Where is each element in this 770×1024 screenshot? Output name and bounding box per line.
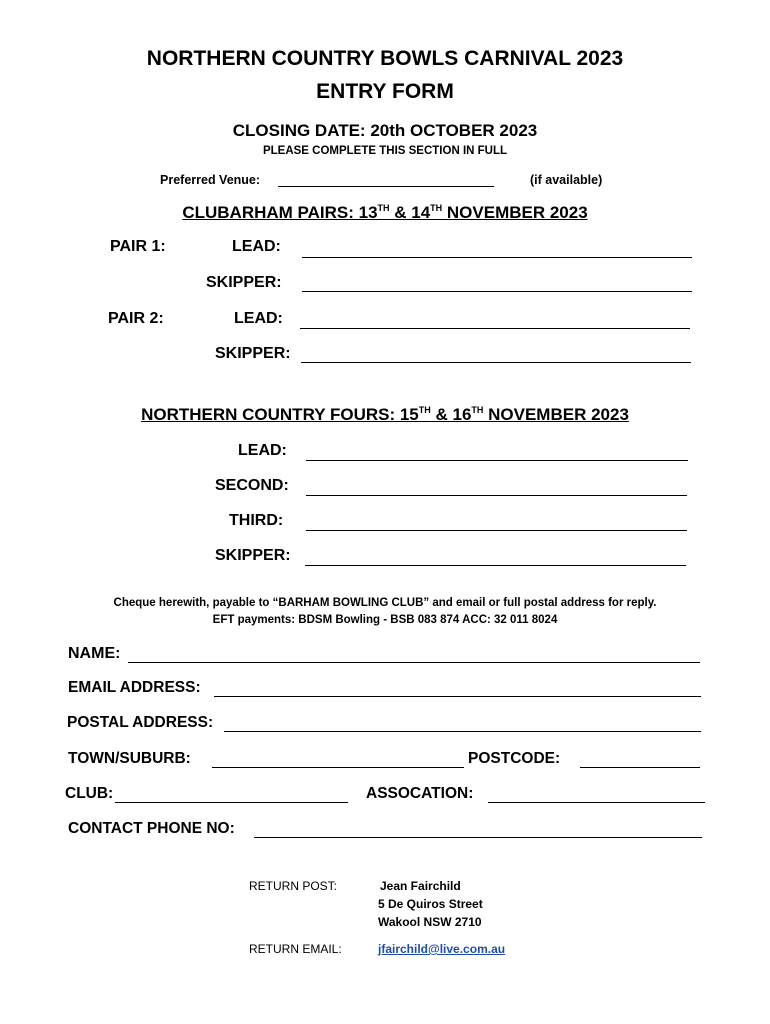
town-input[interactable] [212,767,464,768]
pair2-skipper-input[interactable] [301,362,691,363]
name-label: NAME: [68,645,121,662]
form-subtitle: ENTRY FORM [316,80,454,103]
cheque-text: Cheque herewith, payable to “BARHAM BOWLING CLUB” and email or full postal address for reply. [113,597,657,609]
venue-input[interactable] [278,186,494,187]
complete-instruction: PLEASE COMPLETE THIS SECTION IN FULL [262,145,508,157]
pair1-skipper-input[interactable] [302,291,692,292]
fours-skipper-input[interactable] [305,565,686,566]
fours-second-label: SECOND: [215,477,289,494]
venue-note: (if available) [530,173,603,187]
fours-second-input[interactable] [306,495,687,496]
form-title: NORTHERN COUNTRY BOWLS CARNIVAL 2023 [146,47,624,70]
email-input[interactable] [214,696,701,697]
fours-heading: NORTHERN COUNTRY FOURS: 15TH & 16TH NOVEMBER 2023 [141,405,629,424]
town-label: TOWN/SUBURB: [68,750,191,767]
closing-date: CLOSING DATE: 20th OCTOBER 2023 [232,121,538,140]
return-email-link[interactable]: jfairchild@live.com.au [378,942,506,956]
club-label: CLUB: [65,785,114,802]
association-input[interactable] [488,802,705,803]
return-email-label: RETURN EMAIL: [249,942,342,956]
postcode-label: POSTCODE: [468,750,561,767]
pair1-label: PAIR 1: [110,238,166,255]
pair2-label: PAIR 2: [108,310,164,327]
fours-third-input[interactable] [306,530,687,531]
return-post-street: 5 De Quiros Street [378,897,483,911]
pair2-lead-input[interactable] [300,328,690,329]
fours-third-label: THIRD: [229,512,284,529]
pair1-lead-input[interactable] [302,257,692,258]
name-input[interactable] [128,662,700,663]
pair1-skipper-label: SKIPPER: [206,274,282,291]
fours-lead-label: LEAD: [238,442,287,459]
association-label: ASSOCATION: [366,785,474,802]
return-post-label: RETURN POST: [249,879,338,893]
email-label: EMAIL ADDRESS: [68,679,201,696]
postal-label: POSTAL ADDRESS: [67,714,214,731]
return-post-town: Wakool NSW 2710 [378,915,482,929]
fours-lead-input[interactable] [306,460,688,461]
venue-label: Preferred Venue: [160,173,261,187]
phone-label: CONTACT PHONE NO: [68,820,235,837]
phone-input[interactable] [254,837,702,838]
fours-skipper-label: SKIPPER: [215,547,291,564]
postcode-input[interactable] [580,767,700,768]
pair2-skipper-label: SKIPPER: [215,345,291,362]
pair1-lead-label: LEAD: [232,238,281,255]
return-post-name: Jean Fairchild [380,879,461,893]
pair2-lead-label: LEAD: [234,310,283,327]
eft-text: EFT payments: BDSM Bowling - BSB 083 874 ACC: 32 011 8024 [212,614,558,626]
pairs-heading: CLUBARHAM PAIRS: 13TH & 14TH NOVEMBER 2023 [182,203,588,222]
postal-input[interactable] [224,731,701,732]
club-input[interactable] [115,802,348,803]
